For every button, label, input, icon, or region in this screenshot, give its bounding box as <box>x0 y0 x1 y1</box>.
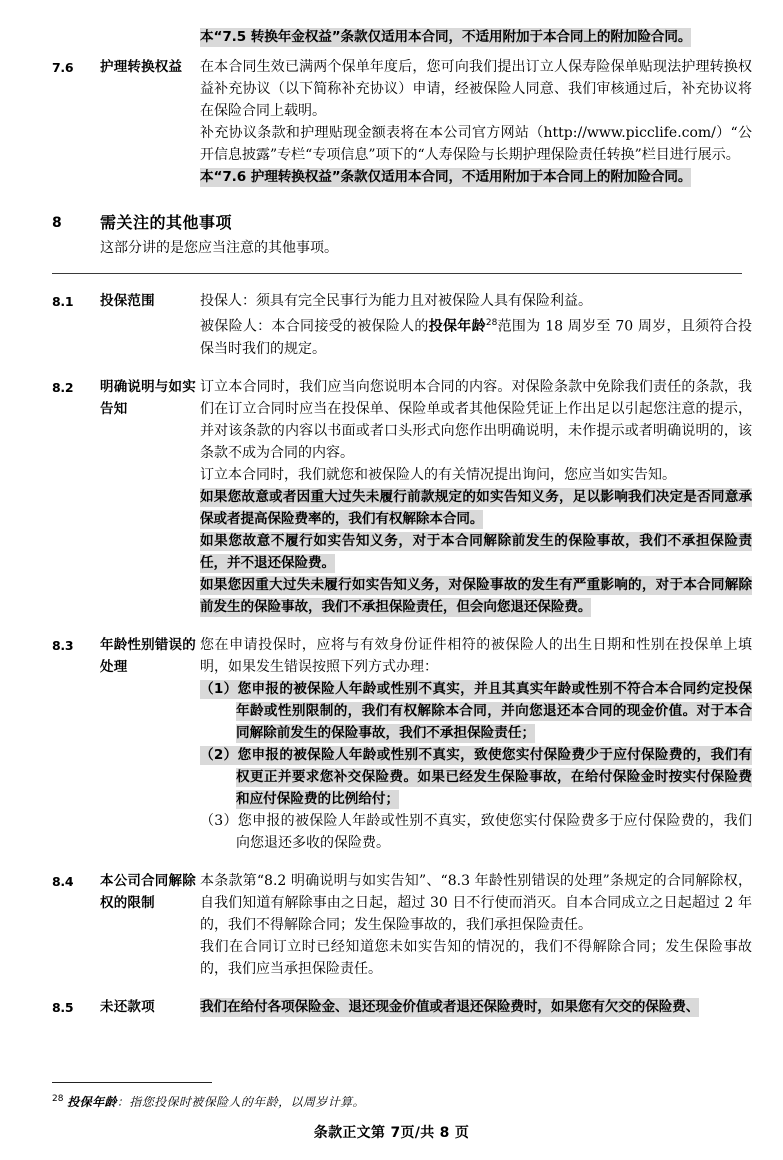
paragraph <box>200 464 752 486</box>
list-item <box>200 744 752 810</box>
section-8-subtitle: 这部分讲的是您应当注意的其他事项。 <box>100 240 338 256</box>
footnote-definition: ：指您投保时被保险人的年龄，以周岁计算。 <box>116 1095 365 1109</box>
footnote-number: 28 <box>52 1094 64 1104</box>
list-item-text: （1）您申报的被保险人年龄或性别不真实，并且其真实年龄或性别不符合本合同约定投保年龄或性别限制的，我们有权解除本合同，并向您退还本合同的现金价值。对于本合同解除前发生的保险事故，我们不承担保险责任； <box>200 680 752 741</box>
clause-8-1-label: 投保范围 <box>100 293 155 309</box>
clause-8-2 <box>52 376 752 618</box>
clause-8-2-body <box>200 376 752 618</box>
clause-7-6-number: 7.6 <box>52 60 74 75</box>
section-8-title-block <box>100 210 752 259</box>
section-8-heading <box>52 210 752 259</box>
insured-suffix: 范围为 18 周岁至 70 周岁，且须符合投保当时我们的规定。 <box>200 318 753 357</box>
paragraph-text: 您在申请投保时，应将与有效身份证件相符的被保险人的出生日期和性别在投保单上填明，如果发生错误按照下列方式办理： <box>200 636 752 675</box>
highlight-text: 本“7.6 护理转换权益”条款仅适用本合同，不适用附加于本合同上的附加险合同。 <box>200 169 692 185</box>
clause-8-3-body <box>200 634 752 854</box>
list-item <box>200 678 752 744</box>
paragraph-highlighted <box>200 996 752 1018</box>
highlight-text: 如果您故意或者因重大过失未履行前款规定的如实告知义务，足以影响我们决定是否同意承保或者提高保险费率的，我们有权解除本合同。 <box>200 488 752 527</box>
clause-8-3-label: 年龄性别错误的处理 <box>100 636 196 675</box>
clause-8-5-number: 8.5 <box>52 999 74 1015</box>
paragraph-insured-age <box>200 312 752 360</box>
clause-8-4-label: 本公司合同解除权的限制 <box>100 872 196 911</box>
clause-8-1-number: 8.1 <box>52 294 74 309</box>
clause-number-spacer <box>52 26 100 27</box>
clause-7-6-label: 护理转换权益 <box>100 59 183 75</box>
clause-8-3-number: 8.3 <box>52 637 74 653</box>
paragraph-text: 我们在合同订立时已经知道您未如实告知的情况的，我们不得解除合同；发生保险事故的，我们应当承担保险责任。 <box>200 938 752 977</box>
paragraph <box>200 376 752 464</box>
paragraph-text: 订立本合同时，我们就您和被保险人的有关情况提出询问，您应当如实告知。 <box>200 466 676 483</box>
clause-8-4 <box>52 870 752 980</box>
paragraph-text: 在本合同生效已满两个保单年度后，您可向我们提出订立人保寿险保单贴现法护理转换权益补充协议（以下简称补充协议）申请，经被保险人同意、我们审核通过后，补充协议将在保险合同上载明。 <box>200 59 752 119</box>
insured-prefix: 被保险人：本合同接受的被保险人的 <box>200 318 429 335</box>
paragraph <box>200 936 752 980</box>
clause-8-4-body <box>200 870 752 980</box>
paragraph <box>200 56 752 122</box>
paragraph-highlighted <box>200 574 752 618</box>
list-item-text: （2）您申报的被保险人年龄或性别不真实，致使您实付保险费少于应付保险费的，我们有权更正并要求您补交保险费。如果已经发生保险事故，在给付保险金时按实付保险费和应付保险费的比例给付； <box>200 746 752 807</box>
paragraph <box>200 122 752 166</box>
footnote-marker: 28 <box>485 318 498 328</box>
footnote <box>52 1090 742 1111</box>
section-divider <box>52 273 742 274</box>
footnote-divider <box>52 1082 212 1083</box>
clause-8-4-number: 8.4 <box>52 873 74 889</box>
paragraph-text: 投保人：须具有完全民事行为能力且对被保险人具有保险利益。 <box>200 293 592 309</box>
clause-7-5-tail <box>52 26 752 48</box>
paragraph-intro <box>200 634 752 678</box>
paragraph-highlighted <box>200 486 752 530</box>
paragraph <box>200 870 752 936</box>
list-item <box>200 810 752 854</box>
section-8-number: 8 <box>52 215 62 231</box>
highlight-text: 如果您故意不履行如实告知义务，对于本合同解除前发生的保险事故，我们不承担保险责任，并不退还保险费。 <box>200 532 752 571</box>
highlight-text: 本“7.5 转换年金权益”条款仅适用本合同，不适用附加于本合同上的附加险合同。 <box>200 29 692 45</box>
section-8-title: 需关注的其他事项 <box>100 213 233 232</box>
highlight-text: 我们在给付各项保险金、退还现金价值或者退还保险费时，如果您有欠交的保险费、 <box>200 998 700 1015</box>
clause-8-5-body <box>200 996 752 1018</box>
clause-7-6-body <box>200 56 752 188</box>
clause-8-5 <box>52 996 752 1019</box>
footnote-term: 投保年龄 <box>67 1095 117 1109</box>
clause-7-6 <box>52 56 752 188</box>
clause-8-1-body <box>200 290 752 360</box>
list-item-text: （3）您申报的被保险人年龄或性别不真实，致使您实付保险费多于应付保险费的，我们向您退还多收的保险费。 <box>200 812 752 851</box>
paragraph <box>200 290 752 312</box>
paragraph-highlighted <box>200 166 752 188</box>
insured-bold-term: 投保年龄 <box>428 318 486 335</box>
clause-8-2-number: 8.2 <box>52 379 74 395</box>
clause-8-1 <box>52 290 752 360</box>
clause-8-3 <box>52 634 752 854</box>
document-page <box>0 26 783 1160</box>
clause-7-5-tail-body <box>200 26 752 48</box>
paragraph-text: 本条款第“8.2 明确说明与如实告知”、“8.3 年龄性别错误的处理”条规定的合同解除权，自我们知道有解除事由之日起，超过 30 日不行使而消灭。自本合同成立之日起超过 2 年的，我们不得解除合同；发生保险事故的，我们承担保险责任。 <box>200 872 752 933</box>
clause-8-2-label: 明确说明与如实告知 <box>100 378 196 417</box>
paragraph-highlighted <box>200 530 752 574</box>
paragraph-text: 补充协议条款和护理贴现金额表将在本公司官方网站（http://www.picclife.com/）“公开信息披露”专栏“专项信息”项下的“人寿保险与长期护理保险责任转换”栏目进行展示。 <box>200 125 752 163</box>
clause-8-5-label: 未还款项 <box>100 998 155 1015</box>
paragraph-highlighted <box>200 26 752 48</box>
paragraph-text: 订立本合同时，我们应当向您说明本合同的内容。对保险条款中免除我们责任的条款，我们在订立合同时应当在投保单、保险单或者其他保险凭证上作出足以引起您注意的提示，并对该条款的内容以书面或者口头形式向您作出明确说明，未作提示或者明确说明的，该条款不成为合同的内容。 <box>200 378 752 461</box>
page-footer: 条款正文第 7页/共 8 页 <box>313 1125 470 1141</box>
highlight-text: 如果您因重大过失未履行如实告知义务，对保险事故的发生有严重影响的，对于本合同解除前发生的保险事故，我们不承担保险责任，但会向您退还保险费。 <box>200 576 752 615</box>
